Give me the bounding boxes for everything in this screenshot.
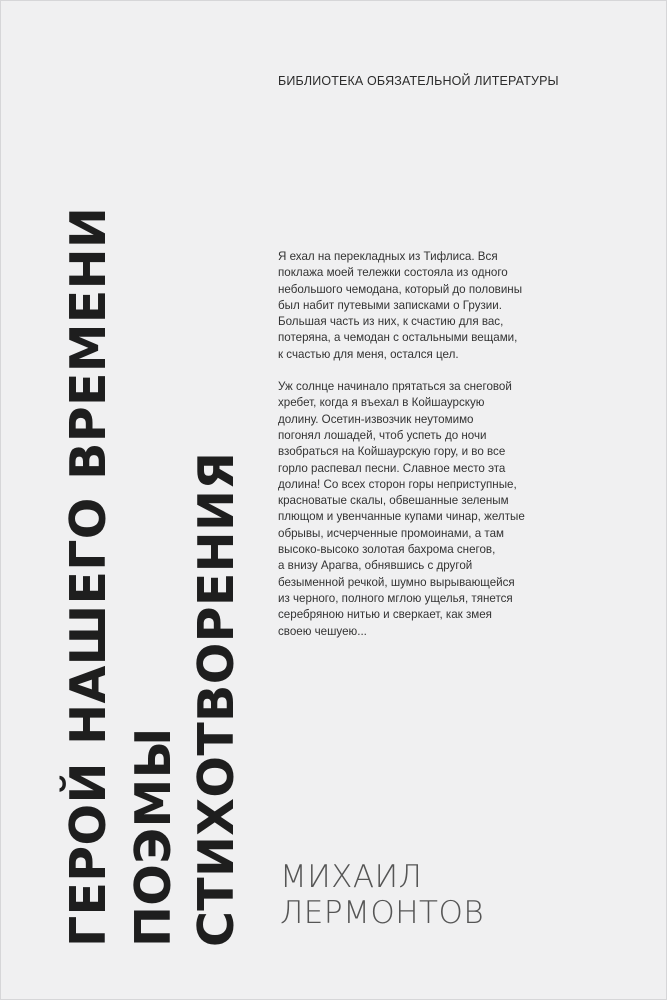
title-poems: ПОЭМЫ <box>125 727 182 947</box>
excerpt-line: Я ехал на перекладных из Тифлиса. Вся <box>278 250 498 263</box>
excerpt-line: долину. Осетин-извозчик неутомимо <box>278 412 474 426</box>
excerpt-line: безыменной речкой, шумно вырывающейся <box>278 575 515 589</box>
excerpt-line: небольшого чемодана, который до половины <box>278 282 523 296</box>
excerpt-line: горло распевал песни. Славное место эта <box>278 461 506 475</box>
excerpt-paragraph <box>278 249 598 363</box>
excerpt-line: поклажа моей тележки состояла из одного <box>278 266 508 280</box>
excerpt-line: к счастью для меня, остался цел. <box>278 347 459 361</box>
series-title: БИБЛИОТЕКА ОБЯЗАТЕЛЬНОЙ ЛИТЕРАТУРЫ <box>278 74 559 88</box>
excerpt-line: хребет, когда я въехал в Койшаурскую <box>278 396 485 410</box>
author-name <box>280 859 484 931</box>
excerpt-paragraph <box>278 379 598 640</box>
excerpt-line: из черного, полного мглою ущелья, тянется <box>278 591 513 605</box>
excerpt-line: потеряна, а чемодан с остальными вещами, <box>278 331 518 345</box>
excerpt-line: Большая часть из них, к счастию для вас, <box>278 315 504 329</box>
excerpt-line: красноватые скалы, обвешанные зеленым <box>278 494 509 508</box>
excerpt-line: а внизу Арагва, обнявшись с другой <box>278 559 473 573</box>
excerpt-line: высоко-высоко золотая бахрома снегов, <box>278 543 496 557</box>
title-hero-of-our-time: ГЕРОЙ НАШЕГО ВРЕМЕНИ <box>60 206 117 947</box>
excerpt-line: погонял лошадей, чтоб успеть до ночи <box>278 428 487 442</box>
author-first-name: МИХАИЛ <box>280 859 423 895</box>
excerpt-line: долина! Со всех сторон горы неприступные, <box>278 477 517 491</box>
author-last-name: ЛЕРМОНТОВ <box>280 895 485 931</box>
excerpt-line: обрывы, исчерченные промоинами, а там <box>278 526 504 540</box>
title-verses: СТИХОТВОРЕНИЯ <box>188 451 245 947</box>
excerpt-line: плющом и увенчанные купами чинар, желтые <box>278 510 525 524</box>
excerpt-line: взобраться на Койшаурскую гору, и во все <box>278 445 506 459</box>
excerpt-line: своею чешуею... <box>278 624 367 638</box>
excerpt-text <box>278 249 598 656</box>
excerpt-line: Уж солнце начинало прятаться за снеговой <box>278 380 512 394</box>
excerpt-line: серебряною нитью и сверкает, как змея <box>278 608 492 622</box>
excerpt-line: был набит путевыми записками о Грузии. <box>278 298 502 312</box>
